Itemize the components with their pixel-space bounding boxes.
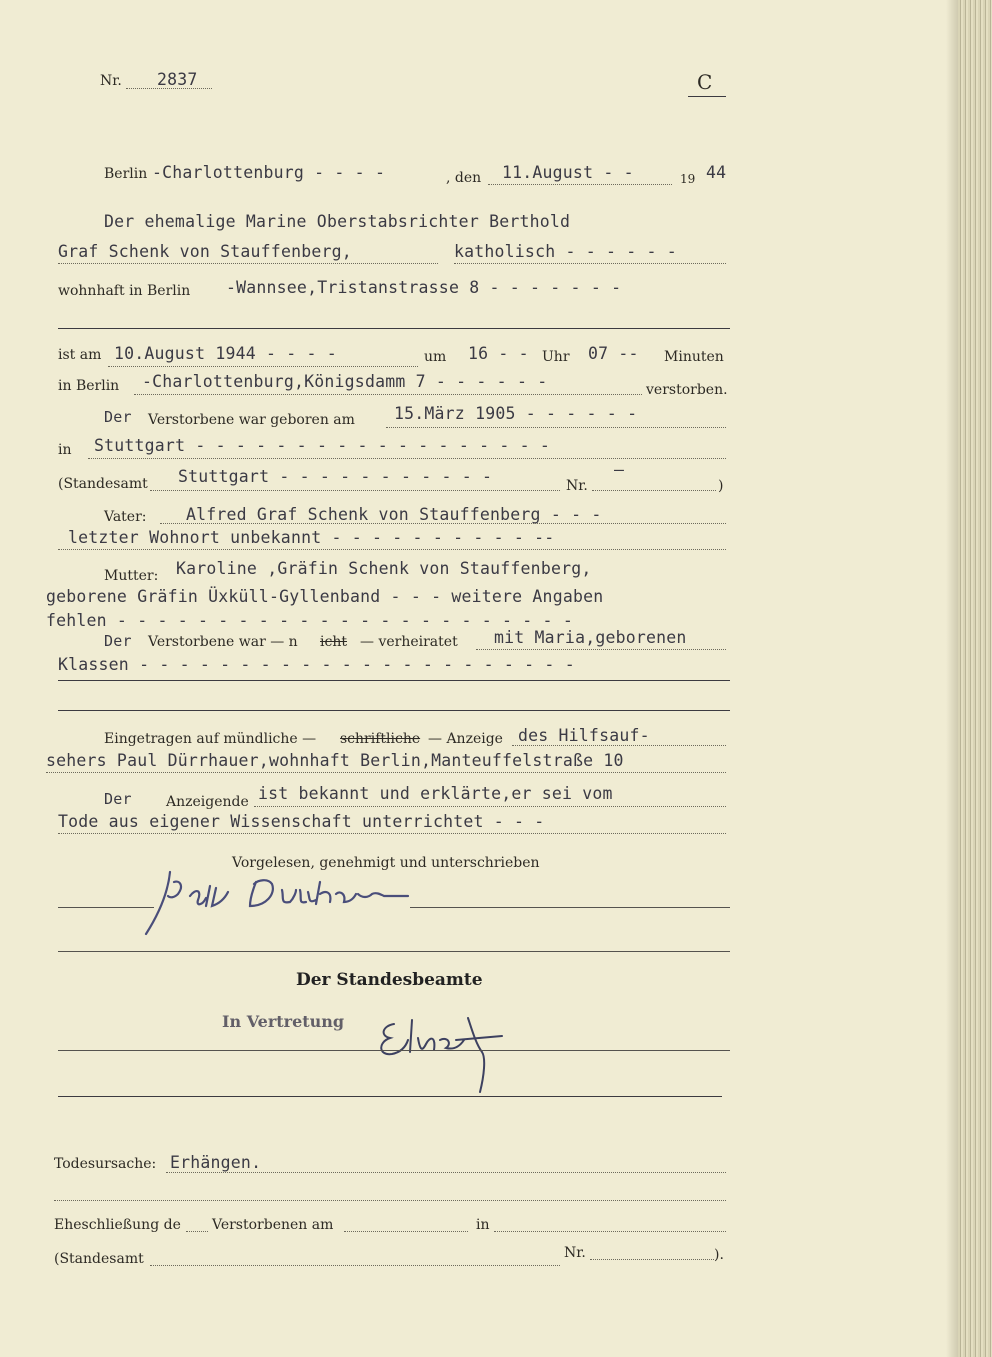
informant-signature (140, 862, 430, 942)
todesursache-dotline (166, 1172, 726, 1173)
registrar-line (58, 1050, 730, 1051)
vater-line1: Alfred Graf Schenk von Stauffenberg - - - (186, 505, 602, 524)
mutter-line2: geborene Gräfin Üxküll-Gyllenband - - - weitere Angaben (46, 587, 604, 606)
den-label: , den (446, 170, 482, 186)
marriage-rule (58, 680, 730, 681)
statement-line1: ist bekannt und erklärte,er sei vom (258, 784, 613, 803)
death-date-dotline (108, 366, 418, 367)
marriage-label-b: — verheiratet (360, 634, 458, 650)
mutter-line1: Karoline ,Gräfin Schenk von Stauffenberg, (176, 559, 592, 578)
standesamt-nr-dotline (592, 490, 716, 491)
ehe-standesamt-label: (Standesamt (54, 1251, 144, 1267)
death-place-dotline (134, 394, 642, 395)
birth-date-dotline (386, 427, 726, 428)
year-prefix: 19 (680, 172, 696, 186)
signature-rule (58, 951, 730, 952)
nr-value: 2837 (157, 70, 198, 89)
spouse-line2: Klassen - - - - - - - - - - - - - - - - - - - - - - (58, 655, 575, 674)
vater-label: Vater: (104, 509, 147, 525)
ehe-close: ). (714, 1247, 724, 1263)
ehe-label-b: Verstorbenen am (212, 1217, 334, 1233)
ehe-standesamt-dotline (150, 1265, 560, 1266)
register-letter: C (697, 70, 713, 94)
ehe-nr-label: Nr. (564, 1245, 586, 1261)
birth-place-dotline (88, 458, 726, 459)
ehe-place-dotline (494, 1231, 726, 1232)
marriage-struck: icht (320, 634, 347, 650)
statement-dotline (254, 806, 726, 807)
born-label: Verstorbene war geboren am (148, 412, 355, 428)
registrar-rule (58, 1096, 722, 1097)
spouse-line1: mit Maria,geborenen (494, 628, 687, 647)
religion-dotline (454, 263, 726, 264)
verstorben-label: verstorben. (646, 382, 728, 398)
ist-am-label: ist am (58, 347, 102, 363)
vater-line2: letzter Wohnort unbekannt - - - - - - - - - - -- (68, 528, 555, 547)
birth-der: Der (104, 408, 132, 426)
signature-line-right (410, 907, 730, 908)
todesursache-dotline-2 (54, 1200, 726, 1201)
blank-rule (58, 710, 730, 711)
anzeigende-label: Anzeigende (166, 794, 249, 810)
todesursache-label: Todesursache: (54, 1156, 157, 1172)
statement-line2: Tode aus eigener Wissenschaft unterrichtet - - - (58, 812, 545, 831)
marriage-label-a: Verstorbene war — n (148, 634, 298, 650)
standesamt-close: ) (718, 478, 724, 494)
standesamt-label: (Standesamt (58, 476, 148, 492)
person-description: Der ehemalige Marine Oberstabsrichter Berthold (104, 212, 571, 231)
eingetragen-label: Eingetragen auf mündliche — (104, 731, 317, 747)
religion-value: katholisch - - - - - - (454, 242, 677, 261)
standesamt-nr-label: Nr. (566, 478, 588, 494)
death-minute-value: 07 -- (588, 344, 639, 363)
informant-line1: des Hilfsauf- (518, 726, 650, 745)
date-dotline (488, 184, 672, 185)
residence-rule (58, 328, 730, 329)
um-label: um (424, 349, 447, 365)
book-page-edges (958, 0, 992, 1357)
page-spine-shadow (946, 0, 958, 1357)
ehe-in-label: in (476, 1217, 490, 1233)
death-place-value: -Charlottenburg,Königsdamm 7 - - - - - - (142, 372, 548, 391)
registrar-stamp: In Vertretung (222, 1012, 345, 1031)
ehe-label-a: Eheschließung de (54, 1217, 181, 1233)
uhr-label: Uhr (542, 349, 570, 365)
place-value: -Charlottenburg - - - - (152, 163, 386, 182)
person-name: Graf Schenk von Stauffenberg, (58, 242, 352, 261)
place-prefix: Berlin (104, 166, 148, 182)
informant-dotline (512, 745, 726, 746)
standesamt-dotline (150, 490, 560, 491)
standesamt-value: Stuttgart - - - - - - - - - - - (178, 467, 493, 486)
informant-line2: sehers Paul Dürrhauer,wohnhaft Berlin,Manteuffelstraße 10 (46, 751, 624, 770)
marriage-der: Der (104, 632, 132, 650)
ehe-nr-dotline (590, 1259, 714, 1260)
ehe-dotline-a (186, 1231, 208, 1232)
todesursache-value: Erhängen. (170, 1153, 262, 1172)
vater-dotline-2 (58, 549, 726, 550)
anzeige-label: — Anzeige (428, 731, 503, 747)
date-value: 11.August - - (502, 163, 634, 182)
letter-underline (688, 96, 726, 97)
birth-in-label: in (58, 442, 72, 458)
mutter-line3: fehlen - - - - - - - - - - - - - - - - - - - - - - - (46, 611, 573, 630)
registrar-title: Der Standesbeamte (296, 970, 483, 990)
ehe-date-dotline (344, 1231, 468, 1232)
vorgelesen-text: Vorgelesen, genehmigt und unterschrieben (232, 855, 540, 871)
vater-dotline (160, 523, 726, 524)
birth-date-value: 15.März 1905 - - - - - - (394, 404, 638, 423)
death-hour-value: 16 - - (468, 344, 529, 363)
signature-line-left (58, 907, 154, 908)
minuten-label: Minuten (664, 349, 724, 365)
informant-dotline-2 (46, 772, 726, 773)
death-date-value: 10.August 1944 - - - - (114, 344, 337, 363)
name-dotline (58, 263, 438, 264)
birth-place-value: Stuttgart - - - - - - - - - - - - - - - - - - (94, 436, 551, 455)
in-berlin-label: in Berlin (58, 378, 120, 394)
report-der: Der (104, 790, 132, 808)
residence-value: -Wannsee,Tristanstrasse 8 - - - - - - - (226, 278, 622, 297)
year-suffix: 44 (706, 163, 727, 182)
mutter-label: Mutter: (104, 568, 159, 584)
report-struck: schriftliche (340, 731, 421, 747)
residence-label: wohnhaft in Berlin (58, 283, 191, 299)
standesamt-nr-value: — (614, 460, 625, 479)
nr-label: Nr. (100, 73, 122, 89)
statement-dotline-2 (58, 833, 726, 834)
spouse-dotline (476, 649, 726, 650)
